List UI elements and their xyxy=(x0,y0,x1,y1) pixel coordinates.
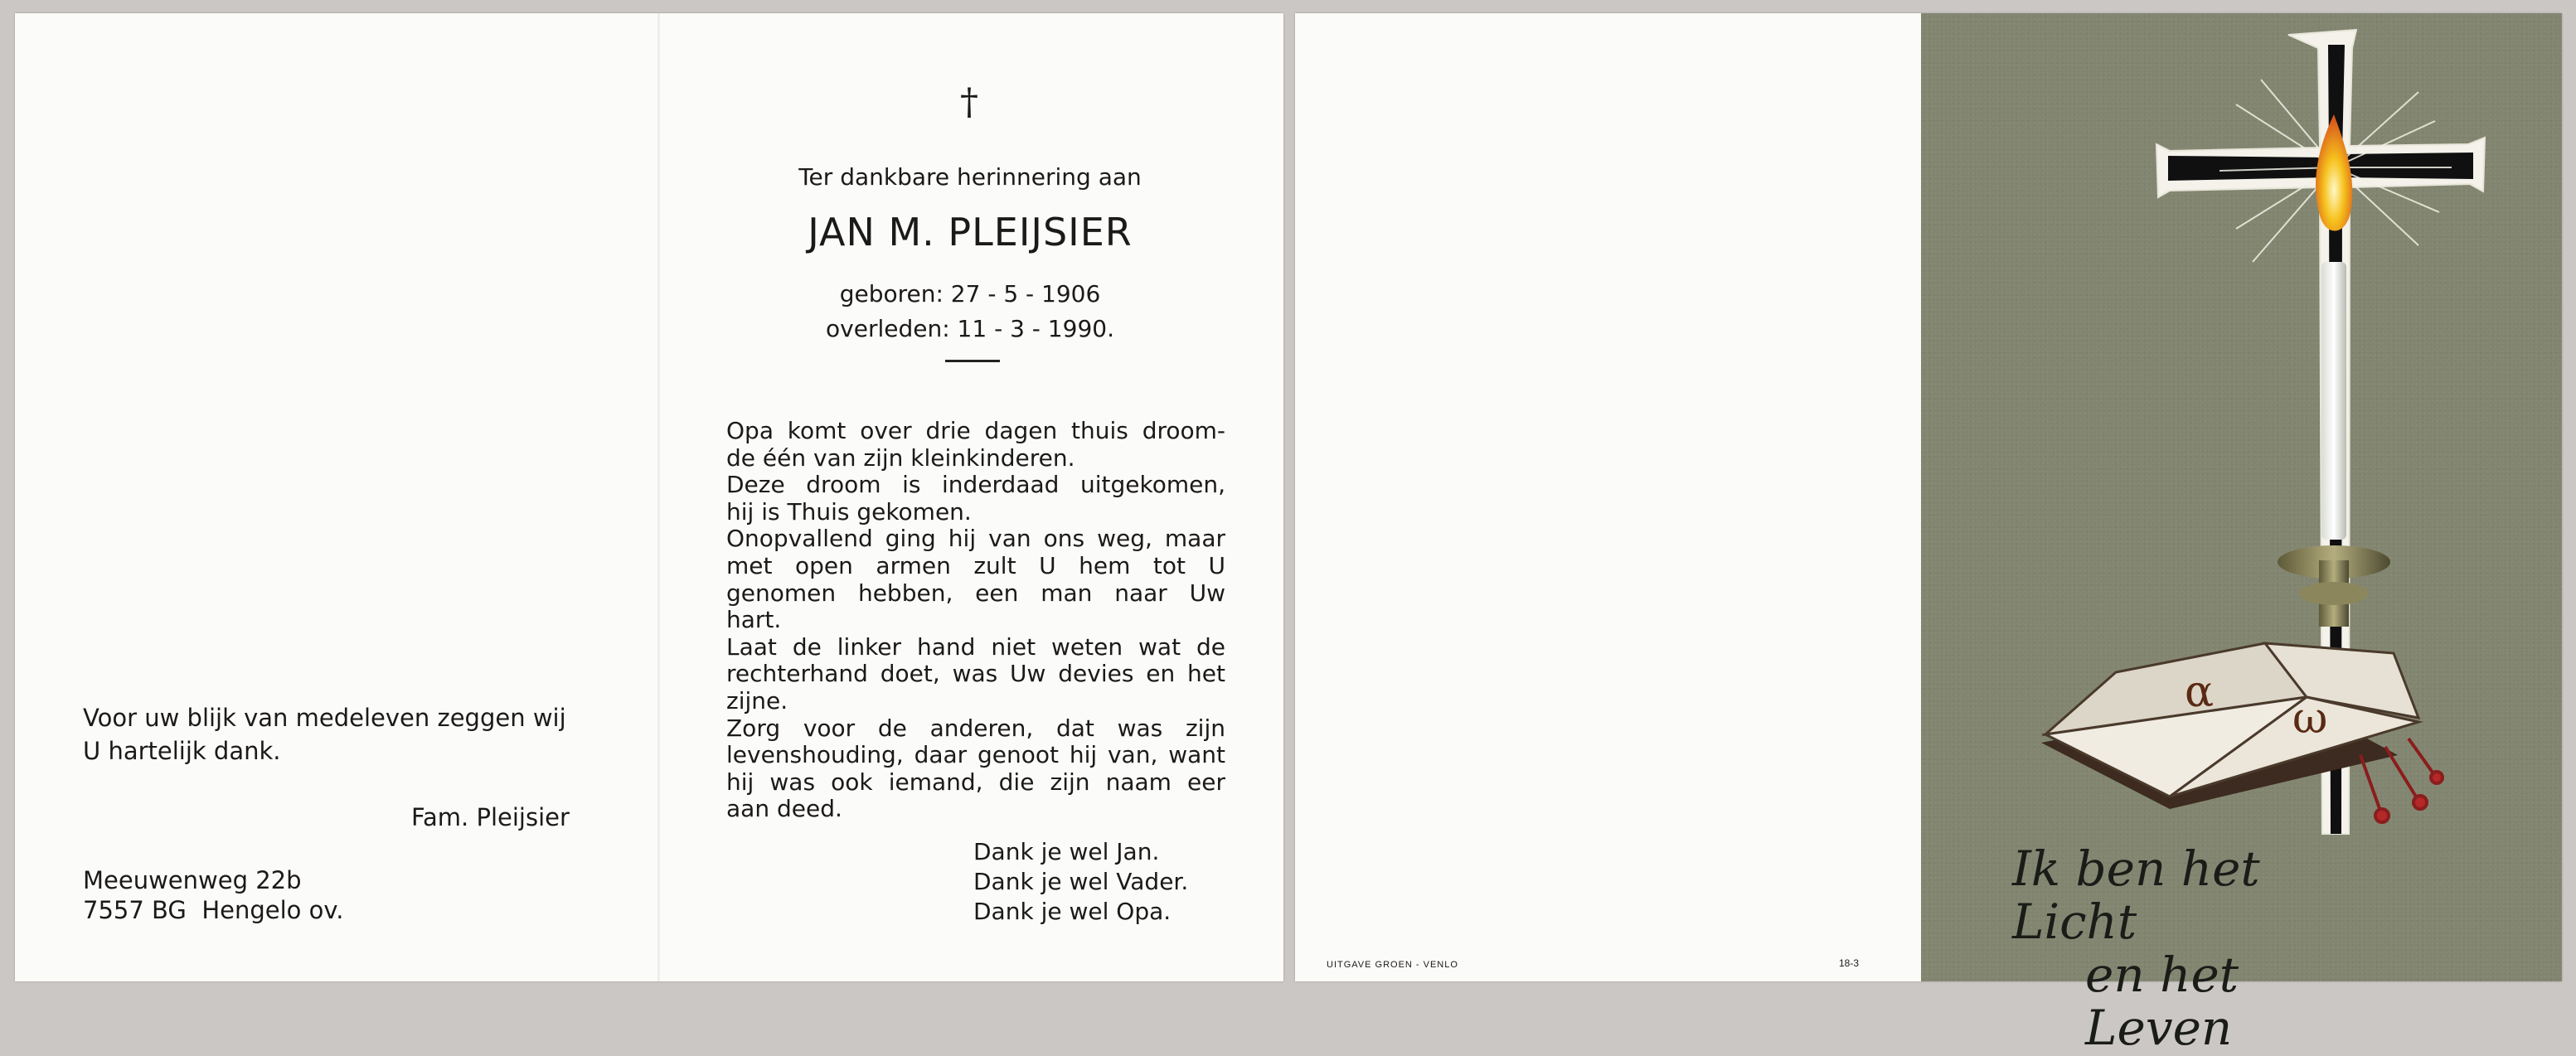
life-dates xyxy=(745,277,1196,346)
poem-line: Onopvallend ging hij van ons weg, maar xyxy=(726,525,1225,553)
poem-line: Zorg voor de anderen, dat was zijn xyxy=(726,714,1225,742)
closing-line: Dank je wel Opa. xyxy=(973,898,1172,925)
poem-line: levenshouding, daar genoot hij van, want xyxy=(726,741,1225,769)
memorial-card-outside xyxy=(1295,13,2562,1056)
poem-line: Opa komt over drie dagen thuis droom- xyxy=(726,417,1225,444)
poem-line: zijne. xyxy=(726,686,788,714)
divider-rule xyxy=(945,360,1000,362)
address-street: Meeuwenweg 22b xyxy=(83,866,302,894)
candle-icon xyxy=(2278,114,2390,627)
cover-panel xyxy=(1921,13,2562,1056)
thanks-message xyxy=(83,701,597,768)
deceased-name: JAN M. PLEIJSIER xyxy=(808,210,1133,254)
alpha-letter: α xyxy=(2185,667,2215,717)
poem-line: Laat de linker hand niet weten wat de xyxy=(726,632,1225,661)
dedication-text: Ter dankbare herinnering aan xyxy=(798,163,1142,191)
publisher-credit: UITGAVE GROEN - VENLO xyxy=(1327,960,1458,970)
motto-text xyxy=(2012,842,2394,1054)
family-signature: Fam. Pleijsier xyxy=(411,803,570,831)
poem-line: hij is Thuis gekomen. xyxy=(726,497,972,526)
poem-line: rechterhand doet, was Uw devies en het xyxy=(726,660,1225,688)
closing-line: Dank je wel Vader. xyxy=(973,868,1189,895)
poem-line: aan deed. xyxy=(726,795,842,823)
print-code: 18-3 xyxy=(1839,957,1860,969)
poem-line: met open armen zult U hem tot U xyxy=(726,551,1225,579)
closing-line: Dank je wel Jan. xyxy=(973,838,1160,865)
poem-line: de één van zijn kleinkinderen. xyxy=(726,443,1075,472)
poem-line: Deze droom is inderdaad uitgekomen, xyxy=(726,471,1225,499)
omega-letter: ω xyxy=(2292,694,2328,744)
poem-line: genomen hebben, een man naar Uw xyxy=(726,579,1225,607)
death-date: overleden: 11 - 3 - 1990. xyxy=(826,315,1114,342)
memorial-poem xyxy=(726,418,1225,823)
poem-line: hart. xyxy=(726,606,782,634)
cross-candle-book-illustration xyxy=(1921,13,2562,981)
memorial-card-inside xyxy=(15,13,1283,981)
motto-line: en het Leven xyxy=(2085,947,2239,1056)
poem-line: hij was ook iemand, die zijn naam eer xyxy=(726,768,1225,796)
address-city: 7557 BG Hengelo ov. xyxy=(83,896,344,924)
thanks-line: Voor uw blijk van medeleven zeggen wij xyxy=(83,704,566,732)
birth-date: geboren: 27 - 5 - 1906 xyxy=(839,280,1101,308)
thanks-line: U hartelijk dank. xyxy=(83,737,281,765)
cross-symbol-icon: † xyxy=(960,81,978,124)
motto-line: Ik ben het Licht xyxy=(2012,840,2260,950)
open-book-icon xyxy=(2041,643,2443,822)
closing-lines xyxy=(973,837,1188,927)
fold-line xyxy=(657,13,660,981)
family-address xyxy=(83,865,343,925)
